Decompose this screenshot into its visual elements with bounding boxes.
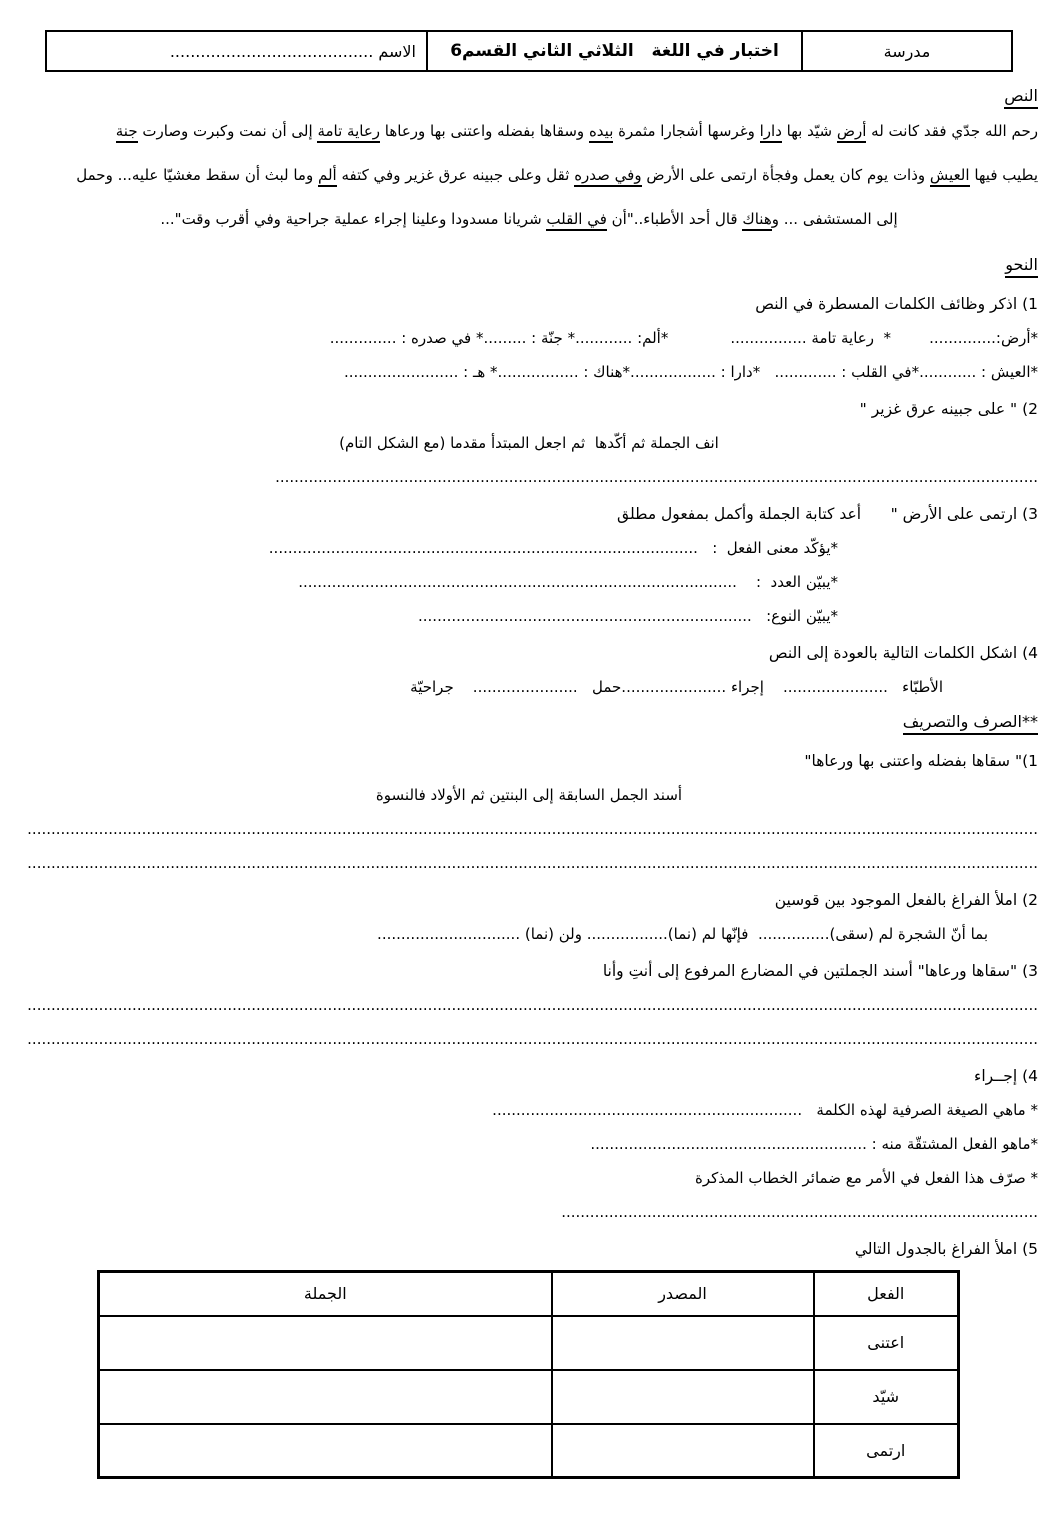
- exam-title: اختبار في اللغة الثلاثي الثاني القسم6: [427, 31, 802, 71]
- masdar-cell: [552, 1316, 814, 1370]
- grammar-q2-answer-blank: ................................................................................................................................................................: [275, 468, 1038, 486]
- verb-cell: شيّد: [814, 1370, 959, 1424]
- header-row: [46, 31, 1012, 71]
- grammar-section-title: النحو: [1005, 255, 1038, 278]
- morphology-section: [20, 712, 1038, 735]
- morphology-q4-answer-blank: ....................................................................................................: [561, 1203, 1038, 1221]
- text-section: [20, 86, 1038, 109]
- table-row: [99, 1424, 959, 1478]
- verb-cell: اعتنى: [814, 1316, 959, 1370]
- masdar-cell: [552, 1424, 814, 1478]
- morphology-q4-blank-a: * ماهي الصيغة الصرفية لهذه الكلمة .................................................................: [492, 1101, 1038, 1119]
- text-line-1: رحم الله جدّي فقد كانت له أرض شيّد بها دارا وغرسها أشجارا مثمرة بيده وسقاها بفضله واعتنى بها ورعاها رعاية تامة إلى أن نمت وكبرت وصارت جنة: [20, 109, 1038, 153]
- text-line-2: يطيب فيها العيش وذات يوم كان يعمل وفجأة ارتمى على الأرض وفي صدره ثقل وعلى جبينه عرق غزير وفي كتفه ألم وما لبث أن سقط مغشيّا عليه... وحمل: [20, 153, 1038, 197]
- morphology-q1-answer-blank-2: ....................................................................................................................................................................................................................: [27, 854, 1038, 872]
- grammar-q3-blank-a: *يؤكّد معنى الفعل : ..........................................................................................: [268, 539, 838, 557]
- col-header-verb: الفعل: [814, 1272, 959, 1316]
- col-header-sentence: الجملة: [99, 1272, 552, 1316]
- grammar-q4-words-blanks: الأطبّاء ...................... إجراء ......................حمل ...................... جراحيّة: [410, 678, 943, 696]
- morphology-q4-blank-b: *ماهو الفعل المشتقّة منه : ..........................................................: [590, 1135, 1038, 1153]
- school-label: مدرسة: [802, 31, 1012, 71]
- sentence-cell: [99, 1424, 552, 1478]
- grammar-q1-blanks-line1: *أرض:.............. * رعاية تامة ................ *ألم: ............* جنّة : .........* في صدره : ..............: [329, 329, 1038, 347]
- grammar-q3-blank-c: *يبيّن النوع: ......................................................................: [418, 607, 838, 625]
- morphology-q2: 2) املأ الفراغ بالفعل الموجود بين قوسين: [774, 891, 1038, 909]
- morphology-q3-answer-blank-1: ....................................................................................................................................................................................................................: [27, 996, 1038, 1014]
- table-row: [99, 1316, 959, 1370]
- grammar-q3: 3) ارتمى على الأرض " أعد كتابة الجملة وأكمل بمفعول مطلق: [617, 505, 1038, 523]
- morphology-section-title: **الصرف والتصريف: [903, 712, 1038, 735]
- masdar-cell: [552, 1370, 814, 1424]
- table-header-row: [99, 1272, 959, 1316]
- name-blank: ........................................: [169, 41, 374, 61]
- grammar-q1: 1) اذكر وظائف الكلمات المسطرة في النص: [755, 295, 1038, 313]
- morphology-q1-instruction: أسند الجمل السابقة إلى البنتين ثم الأولاد فالنسوة: [375, 786, 683, 804]
- grammar-q1-blanks-line2: *العيش : ............*في القلب : ............. *دارا : ..................*هناك : .................* هـ : ........................: [343, 363, 1038, 381]
- grammar-q2: 2) " على جبينه عرق غزير ": [859, 400, 1038, 418]
- morphology-q1-answer-blank-1: ....................................................................................................................................................................................................................: [27, 820, 1038, 838]
- header-table: [45, 30, 1013, 72]
- morphology-q3: 3) "سقاها ورعاها" أسند الجملتين في المضارع المرفوع إلى أنتِ وأنا: [602, 962, 1038, 980]
- text-section-title: النص: [1004, 86, 1038, 109]
- morphology-q5: 5) املأ الفراغ بالجدول التالي: [854, 1240, 1038, 1258]
- verb-cell: ارتمى: [814, 1424, 959, 1478]
- morphology-q4-instruction: * صرّف هذا الفعل في الأمر مع ضمائر الخطاب المذكرة: [695, 1169, 1038, 1187]
- morphology-q2-fill-line: بما أنّ الشجرة لم (سقى)............... فإنّها لم (نما)................. ولن (نما) ..............................: [377, 925, 988, 943]
- conjugation-table: [97, 1270, 960, 1479]
- morphology-q4: 4) إجــراء: [974, 1067, 1038, 1085]
- name-cell: [46, 31, 427, 71]
- morphology-q3-answer-blank-2: ....................................................................................................................................................................................................................: [27, 1030, 1038, 1048]
- table-row: [99, 1370, 959, 1424]
- grammar-section: [20, 255, 1038, 278]
- sentence-cell: [99, 1316, 552, 1370]
- grammar-q4: 4) اشكل الكلمات التالية بالعودة إلى النص: [768, 644, 1038, 662]
- sentence-cell: [99, 1370, 552, 1424]
- name-label: الاسم: [373, 41, 416, 61]
- grammar-q3-blank-b: *يبيّن العدد : ............................................................................................: [298, 573, 838, 591]
- morphology-q1: 1)" سقاها بفضله واعتنى بها ورعاها": [804, 752, 1038, 770]
- text-line-3: إلى المستشفى ... وهناك قال أحد الأطباء.."أن في القلب شريانا مسدودا وعلينا إجراء عملية جراحية وفي أقرب وقت"...: [20, 197, 1038, 241]
- grammar-q2-instruction: انف الجملة ثم أكّدها ثم اجعل المبتدأ مقدما (مع الشكل التام): [339, 434, 719, 452]
- col-header-masdar: المصدر: [552, 1272, 814, 1316]
